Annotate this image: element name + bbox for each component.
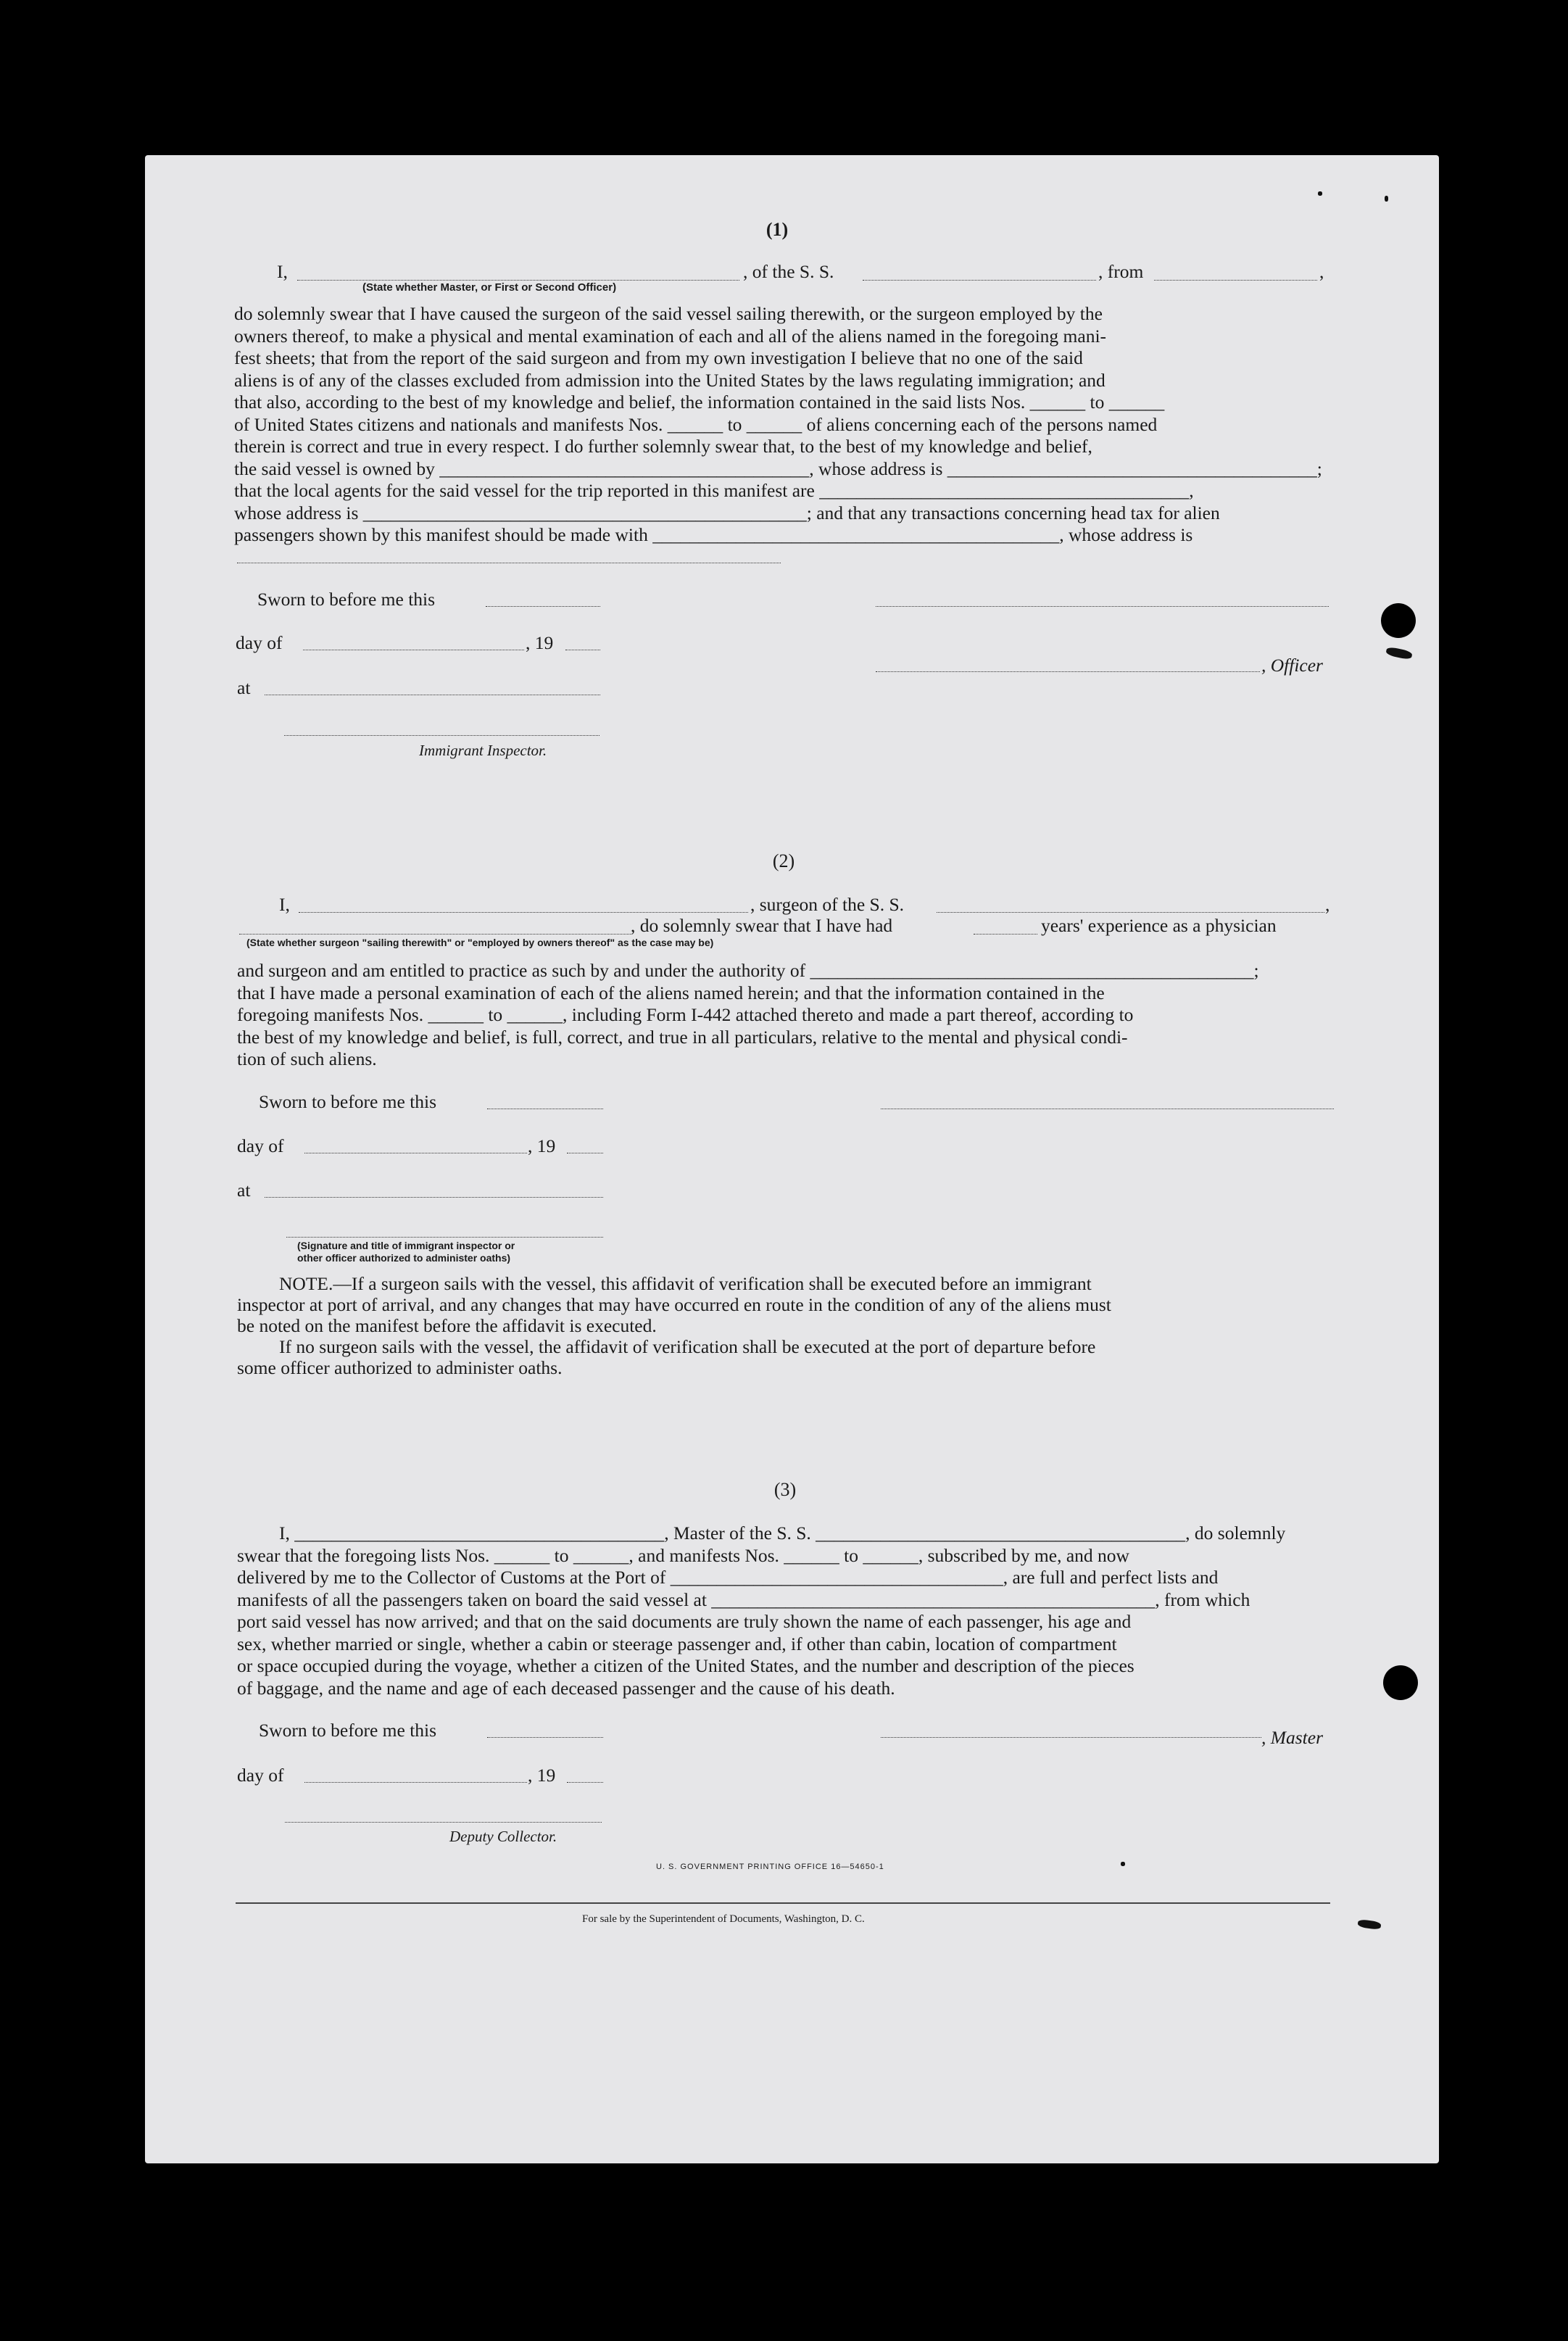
- section3-line: sex, whether married or single, whether a cabin or steerage passenger and, if other than cabin, location of compartment: [237, 1633, 1117, 1654]
- surgeon-type-blank[interactable]: [239, 934, 631, 935]
- surgeon-ship-blank[interactable]: [937, 912, 1324, 913]
- section2-line: tion of such aliens.: [237, 1048, 377, 1069]
- section1-line: the said vessel is owned by ________________________________________, whose address is ________________________________________;: [234, 457, 1322, 479]
- section1-body: [234, 303, 1329, 547]
- year-label: , 19: [528, 1135, 556, 1156]
- year-blank[interactable]: [567, 1782, 603, 1783]
- section1-line: fest sheets; that from the report of the said surgeon and from my own investigation I believe that no one of the said: [234, 347, 1083, 368]
- officer-blank[interactable]: [297, 280, 739, 281]
- sale-note: For sale by the Superintendent of Documents, Washington, D. C.: [582, 1913, 865, 1925]
- inspector-signature-line[interactable]: [284, 735, 600, 736]
- gpo-imprint: U. S. GOVERNMENT PRINTING OFFICE 16—54650-1: [656, 1863, 884, 1871]
- section1-line: therein is correct and true in every respect. I do further solemnly swear that, to the best of my knowledge and belief,: [234, 436, 1092, 457]
- year-label: , 19: [526, 632, 554, 653]
- ink-mark: [1318, 191, 1322, 196]
- section1-line: do solemnly swear that I have caused the surgeon of the said vessel sailing therewith, or the surgeon employed by the: [234, 303, 1103, 324]
- signature-note-2: other officer authorized to administer oaths): [297, 1252, 511, 1264]
- signature-note-1: (Signature and title of immigrant inspector or: [297, 1240, 515, 1251]
- section1-number: (1): [766, 219, 789, 240]
- section3-line: I, ________________________________________, Master of the S. S. ________________________________________, do solemnly: [279, 1522, 1286, 1544]
- note-line: be noted on the manifest before the affidavit is executed.: [237, 1315, 657, 1336]
- day-of-label: day of: [237, 1135, 284, 1156]
- section2-i: I,: [279, 894, 290, 915]
- section2-line: foregoing manifests Nos. ______ to ______, including Form I-442 attached thereto and made a part thereof, according to: [237, 1004, 1134, 1025]
- ink-mark: [1121, 1862, 1125, 1866]
- section2-swear: , do solemnly swear that I have had: [631, 915, 893, 936]
- day-blank[interactable]: [304, 1782, 527, 1783]
- inspector-signature-line[interactable]: [286, 1237, 603, 1238]
- collector-signature-line[interactable]: [285, 1822, 602, 1823]
- section2-years: years' experience as a physician: [1041, 915, 1277, 936]
- inspector-label: Immigrant Inspector.: [419, 742, 547, 759]
- surgeon-note: (State whether surgeon "sailing therewith" or "employed by owners thereof" as the case may be): [246, 937, 714, 948]
- sworn-blank[interactable]: [487, 1737, 603, 1738]
- note-line: If no surgeon sails with the vessel, the affidavit of verification shall be executed at the port of departure before: [279, 1336, 1096, 1357]
- master-label: , Master: [1261, 1727, 1323, 1748]
- at-blank[interactable]: [265, 1197, 603, 1198]
- section3-number: (3): [773, 1479, 797, 1500]
- ink-mark: [1385, 196, 1388, 202]
- section1-line: owners thereof, to make a physical and mental examination of each and all of the aliens named in the foregoing mani-: [234, 325, 1107, 347]
- day-of-label: day of: [236, 632, 283, 653]
- note-line: NOTE.—If a surgeon sails with the vessel, this affidavit of verification shall be executed before an immigrant: [279, 1273, 1092, 1294]
- year-label: , 19: [528, 1765, 556, 1786]
- note-line: some officer authorized to administer oaths.: [237, 1357, 563, 1378]
- from-blank[interactable]: [1154, 280, 1317, 281]
- note-line: inspector at port of arrival, and any changes that may have occurred en route in the condition of any of the aliens must: [237, 1294, 1111, 1315]
- at-label: at: [237, 677, 251, 698]
- section1-line: that also, according to the best of my knowledge and belief, the information contained in the said lists Nos. ______ to ______: [234, 391, 1165, 413]
- punch-hole: [1383, 1665, 1418, 1700]
- section2-line: that I have made a personal examination of each of the aliens named herein; and that the information contained in the: [237, 982, 1105, 1003]
- section1-end: ,: [1319, 261, 1324, 282]
- ship-blank[interactable]: [863, 280, 1096, 281]
- section2-line: and surgeon and am entitled to practice as such by and under the authority of ________________________________________________;: [237, 960, 1259, 981]
- section2-surgeon: , surgeon of the S. S.: [750, 894, 905, 915]
- section3-line: or space occupied during the voyage, whether a citizen of the United States, and the number and description of the pieces: [237, 1655, 1134, 1676]
- section2-end: ,: [1325, 894, 1330, 915]
- officer-signature-blank[interactable]: [876, 671, 1260, 672]
- section1-line: passengers shown by this manifest should be made with ____________________________________________, whose address is: [234, 524, 1193, 545]
- section3-line: manifests of all the passengers taken on board the said vessel at ________________________________________________, from which: [237, 1588, 1250, 1610]
- section3-line: port said vessel has now arrived; and that on the said documents are truly shown the name of each passenger, his age and: [237, 1611, 1132, 1632]
- section1-from: , from: [1098, 261, 1144, 282]
- signature-line[interactable]: [876, 606, 1329, 607]
- day-of-label: day of: [237, 1765, 284, 1786]
- section3-line: delivered by me to the Collector of Customs at the Port of ____________________________________, are full and perfect lists and: [237, 1567, 1219, 1588]
- section1-line: that the local agents for the said vessel for the trip reported in this manifest are ________________________________________,: [234, 480, 1194, 501]
- section2-line: the best of my knowledge and belief, is full, correct, and true in all particulars, relative to the mental and physical condi-: [237, 1026, 1128, 1048]
- sworn-label: Sworn to before me this: [257, 589, 436, 610]
- section3-body: [237, 1522, 1332, 1699]
- section1-of-ss: , of the S. S.: [743, 261, 834, 282]
- master-signature-line[interactable]: [881, 1737, 1261, 1738]
- section3-line: of baggage, and the name and age of each deceased passenger and the cause of his death.: [237, 1677, 895, 1699]
- officer-label: , Officer: [1261, 655, 1323, 676]
- sworn-label: Sworn to before me this: [259, 1091, 437, 1112]
- officer-note: (State whether Master, or First or Second Officer): [362, 281, 617, 294]
- surgeon-blank[interactable]: [299, 912, 748, 913]
- section1-i: I,: [277, 261, 288, 282]
- sworn-label: Sworn to before me this: [259, 1720, 437, 1741]
- sworn-blank[interactable]: [486, 606, 600, 607]
- section2-note: [237, 1273, 1332, 1378]
- section3-line: swear that the foregoing lists Nos. ______ to ______, and manifests Nos. ______ to ______, subscribed by me, and now: [237, 1544, 1129, 1566]
- section1-line: aliens is of any of the classes excluded from admission into the United States by the laws regulating immigration; and: [234, 369, 1106, 391]
- at-label: at: [237, 1180, 251, 1201]
- section1-line: of United States citizens and nationals and manifests Nos. ______ to ______ of aliens concerning each of the persons named: [234, 413, 1158, 435]
- section2-number: (2): [772, 850, 795, 871]
- section1-line: whose address is ________________________________________________; and that any transactions concerning head tax for alien: [234, 502, 1220, 523]
- collector-label: Deputy Collector.: [449, 1828, 557, 1845]
- footer-rule: [236, 1902, 1330, 1904]
- years-blank[interactable]: [974, 934, 1037, 935]
- section2-body: [237, 960, 1332, 1071]
- punch-hole: [1381, 603, 1416, 638]
